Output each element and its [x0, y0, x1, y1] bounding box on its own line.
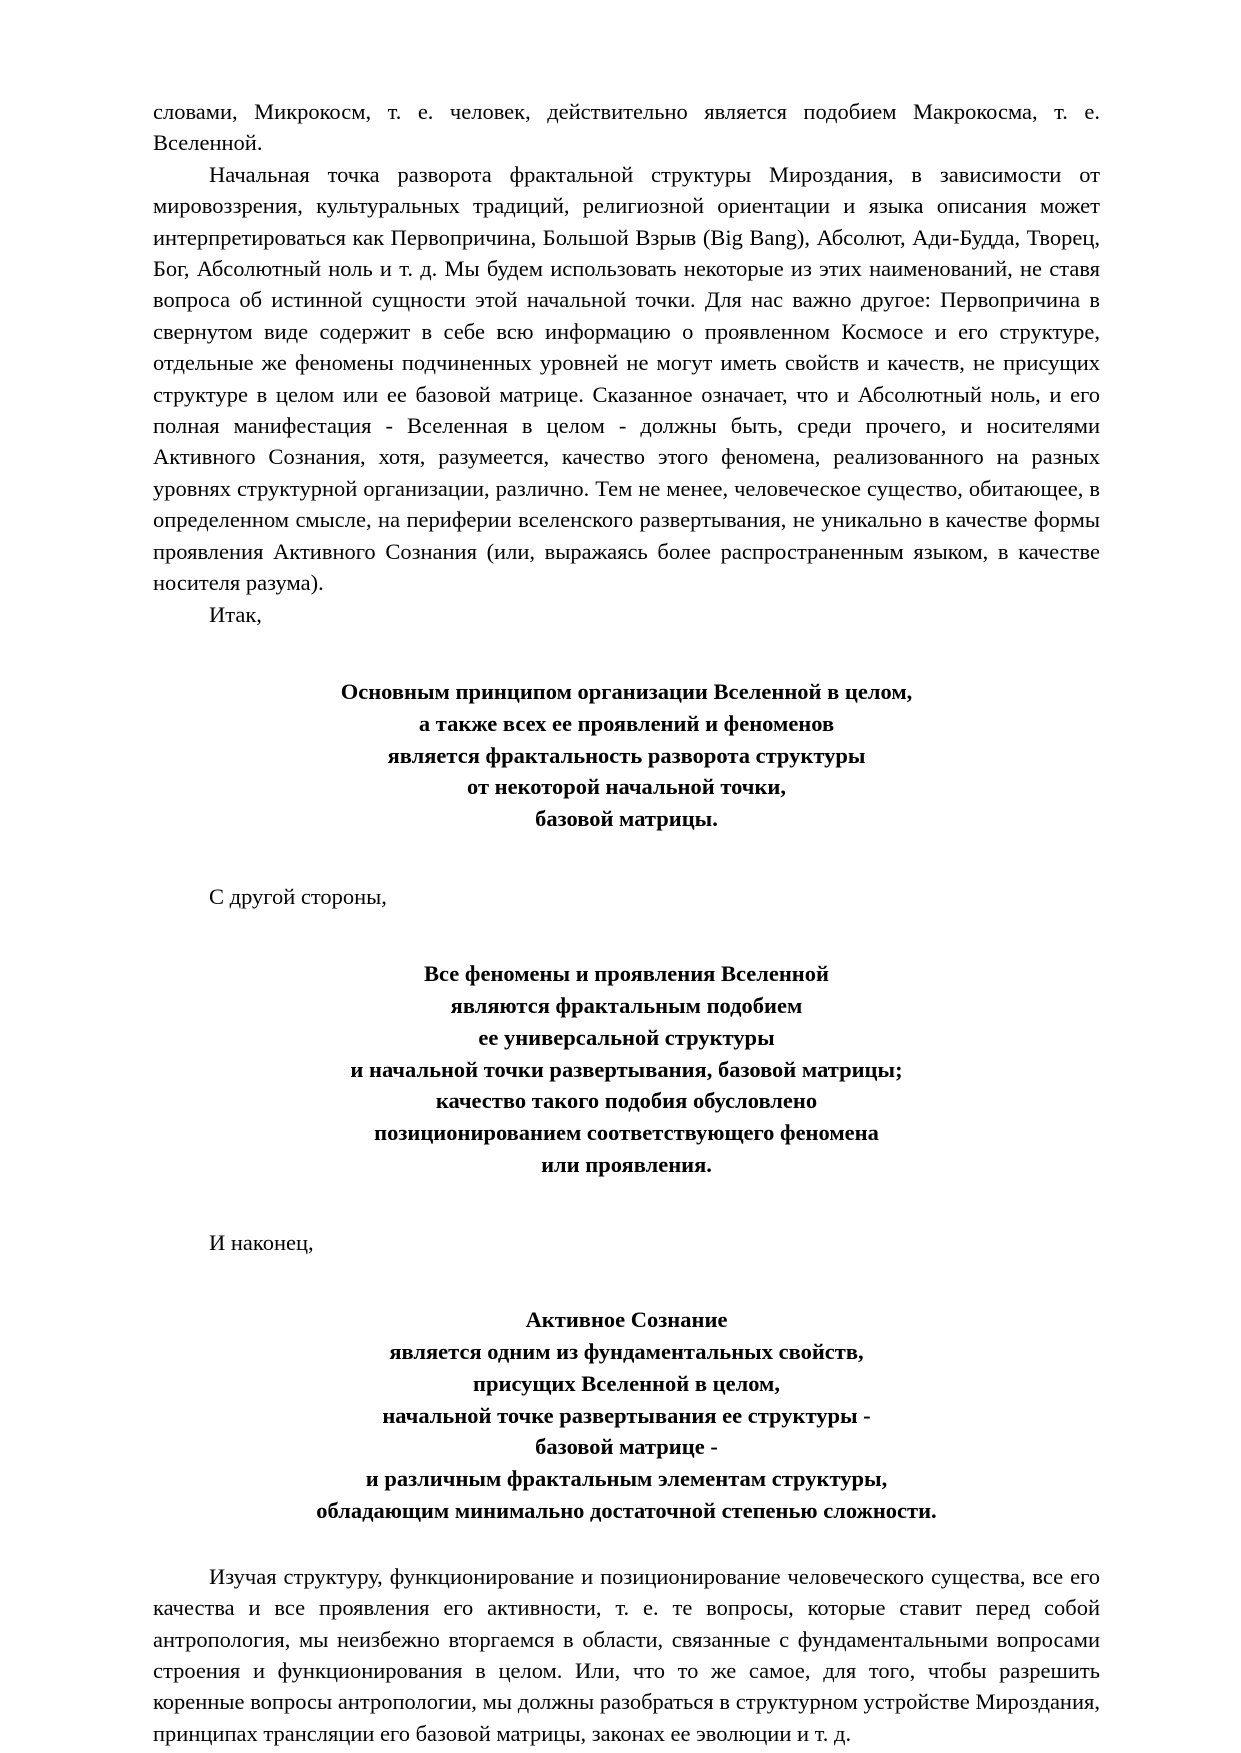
statement-line: Активное Сознание — [525, 1307, 728, 1333]
statement-line: является фрактальность разворота структуры — [387, 742, 866, 768]
statement-line: или проявления. — [541, 1152, 712, 1178]
statement-line: Все феномены и проявления Вселенной — [424, 961, 829, 987]
statement-line: базовой матрицы. — [535, 806, 718, 832]
statement-line: являются фрактальным подобием — [450, 993, 803, 1019]
statement-line: присущих Вселенной в целом, — [473, 1370, 780, 1396]
statement-principle — [153, 676, 1100, 835]
statement-line: Основным принципом организации Вселенной в целом, — [340, 678, 913, 704]
paragraph-continuation: словами, Микрокосм, т. е. человек, действительно является подобием Макрокосма, т. е. Вселенной. — [153, 99, 1100, 156]
spacer — [153, 1527, 1100, 1561]
statement-phenomena — [153, 958, 1100, 1181]
lead-in-second: С другой стороны, — [209, 883, 387, 909]
statement-line: а также всех ее проявлений и феноменов — [418, 710, 835, 736]
lead-in-third: И наконец, — [209, 1229, 314, 1255]
statement-line: является одним из фундаментальных свойств, — [389, 1339, 864, 1365]
statement-line: обладающим минимально достаточной степенью сложности. — [316, 1498, 937, 1524]
spacer — [153, 1181, 1100, 1227]
spacer — [153, 630, 1100, 676]
statement-line: базовой матрице - — [535, 1434, 718, 1460]
spacer — [153, 1258, 1100, 1304]
spacer — [153, 835, 1100, 881]
statement-line: и различным фрактальным элементам структуры, — [365, 1466, 888, 1492]
spacer — [153, 912, 1100, 958]
document-body — [153, 96, 1100, 1749]
statement-line: и начальной точки развертывания, базовой матрицы; — [350, 1056, 903, 1082]
statement-line: позиционированием соответствующего феномена — [374, 1120, 879, 1146]
statement-consciousness — [153, 1304, 1100, 1527]
statement-line: начальной точке развертывания ее структуры - — [382, 1402, 871, 1428]
statement-line: качество такого подобия обусловлено — [435, 1088, 818, 1114]
statement-line: от некоторой начальной точки, — [467, 774, 786, 800]
lead-in-first: Итак, — [209, 601, 262, 627]
paragraph-main: Начальная точка разворота фрактальной структуры Мироздания, в зависимости от мировоззрения, культуральных традиций, религиозной ориентации и языка описания может интерпретироваться как Первопричина, Большой Взрыв (Big Bang), Абсолют, Ади-Будда, Творец, Бог, Абсолютный ноль и т. д. Мы будем использовать некоторые из этих наименований, не ставя вопроса об истинной сущности этой начальной точки. Для нас важно другое: Первопричина в свернутом виде содержит в себе всю информацию о проявленном Космосе и его структуре, отдельные же феномены подчиненных уровней не могут иметь свойств и качеств, не присущих структуре в целом или ее базовой матрице. Сказанное означает, что и Абсолютный ноль, и его полная манифестация - Вселенная в целом - должны быть, среди прочего, и носителями Активного Сознания, хотя, разумеется, качество этого феномена, реализованного на разных уровнях структурной организации, различно. Тем не менее, человеческое существо, обитающее, в определенном смысле, на периферии вселенского развертывания, не уникально в качестве формы проявления Активного Сознания (или, выражаясь более распространенным языком, в качестве носителя разума). — [153, 161, 1100, 596]
statement-line: ее универсальной структуры — [478, 1024, 775, 1050]
paragraph-closing: Изучая структуру, функционирование и позиционирование человеческого существа, все его качества и все проявления его активности, т. е. те вопросы, которые ставит перед собой антропология, мы неизбежно вторгаемся в области, связанные с фундаментальными вопросами строения и функционирования в целом. Или, что то же самое, для того, чтобы разрешить коренные вопросы антропологии, мы должны разобраться в структурном устройстве Мироздания, принципах трансляции его базовой матрицы, законах ее эволюции и т. д. — [153, 1563, 1100, 1746]
